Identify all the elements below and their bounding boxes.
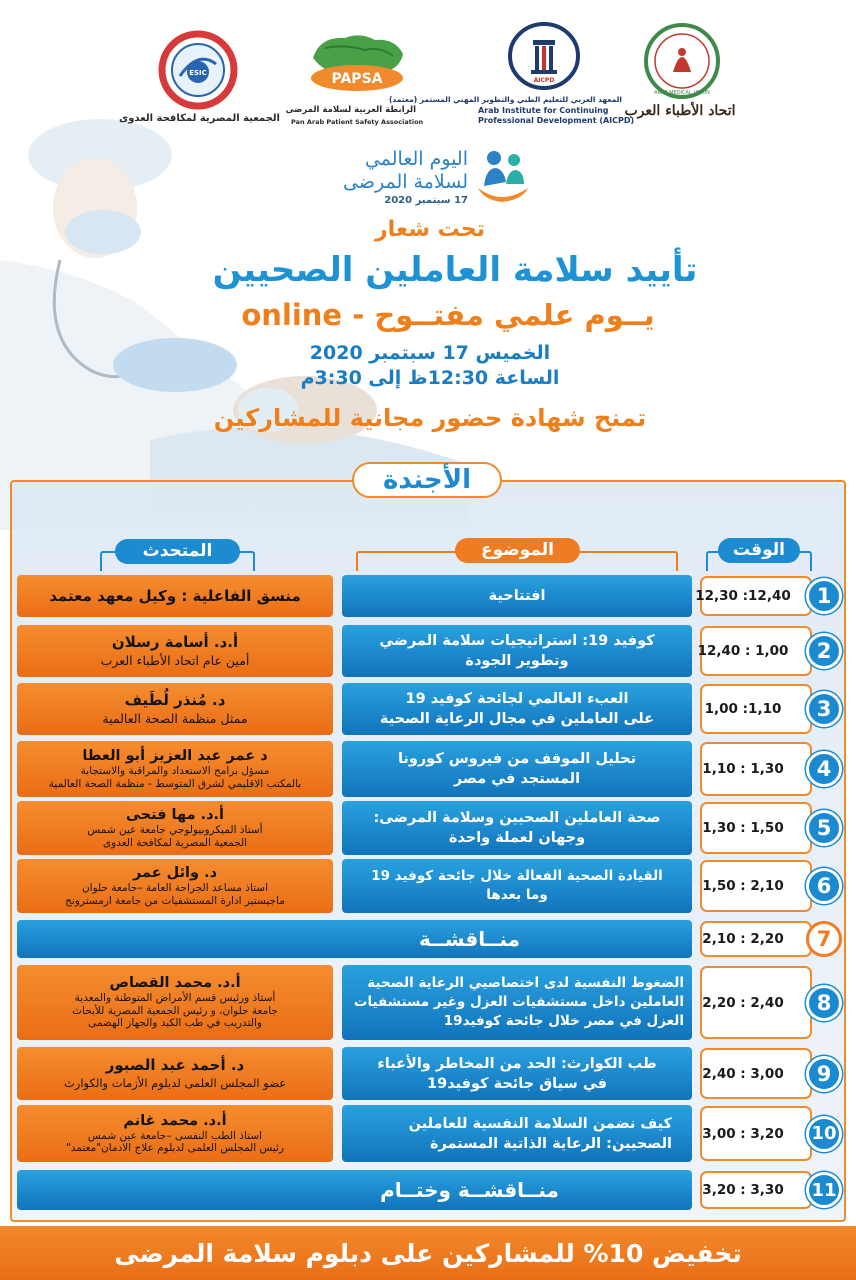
speaker-name: د. وائل عمر: [132, 865, 218, 881]
row-number-badge: [806, 633, 842, 669]
topic-cell: [342, 1047, 692, 1100]
speaker-detail: بالمكتب الاقليمي لشرق المتوسط - منظمة الصحة العالمية: [48, 777, 302, 790]
speaker-name: د. مُنذر لُطَيف: [124, 691, 226, 709]
topic-cell: [342, 801, 692, 855]
agenda-row: [0, 801, 856, 855]
topic-line: العزل في مصر خلال جائحة كوفيد19: [443, 1013, 684, 1029]
speaker-column-header: المتحدث: [115, 539, 240, 564]
time-range: 3,00 : 3,20: [702, 1125, 784, 1142]
discount-text: تخفيض 10% للمشاركين على دبلوم سلامة المرضى: [114, 1238, 742, 1268]
topic-column-header: الموضوع: [455, 538, 580, 563]
time-cell: [700, 966, 812, 1039]
topic-cell: [342, 741, 692, 797]
topic-line: على العاملين في مجال الرعاية الصحية: [379, 711, 655, 727]
esic-caption: الجمعية المصرية لمكافحة العدوى: [119, 113, 280, 124]
topic-line: تحليل الموقف من فيروس كورونا: [397, 751, 637, 767]
speaker-detail: رئيس المجلس العلمى لدبلوم علاج الادمان"معتمد": [65, 1142, 285, 1154]
papsa-caption-arabic: الرابطة العربية لسلامة المرضى: [285, 105, 416, 115]
esic-logo: [158, 30, 238, 110]
time-cell: [700, 1048, 812, 1099]
topic-line: صحة العاملين الصحيين وسلامة المرضى:: [373, 810, 661, 826]
doctor-mask: [65, 210, 141, 254]
amu-caption: اتحاد الأطباء العرب: [624, 103, 736, 119]
row-number-badge: [806, 1116, 842, 1152]
discussion-label: منــاقشــة وختــام: [380, 1178, 559, 1202]
speaker-detail: عضو المجلس العلمى لدبلوم الأزمات والكوارث: [63, 1075, 287, 1090]
event-type: يــوم علمي مفتــوح - online: [241, 298, 655, 332]
speaker-name: أ.د. محمد القصاص: [109, 975, 241, 992]
discussion-label: منــاقشــة: [419, 927, 520, 951]
speaker-cell: [17, 625, 333, 677]
topic-cell: [342, 575, 692, 617]
topic-line: المستجد في مصر: [453, 771, 581, 787]
topic-line: العاملين داخل مستشفيات العزل وغير مستشفيات: [353, 994, 684, 1010]
row-number: 5: [816, 816, 832, 840]
speaker-name: منسق الفاعلية : وكيل معهد معتمد: [49, 586, 301, 605]
agenda-title: الأجندة: [352, 462, 502, 498]
papsa-logo: [305, 28, 410, 104]
topic-cell: [342, 859, 692, 913]
speaker-cell: [17, 741, 333, 797]
speaker-detail: أستاذ الميكروبيولوجي جامعة عين شمس: [87, 824, 263, 836]
time-range: 2,20 : 2,40: [702, 994, 784, 1011]
time-cell: [700, 1171, 812, 1209]
speaker-cell: [17, 965, 333, 1040]
aicpd-caption-arabic: المعهد العربي للتعليم الطبي والتطوير المهني المستمر (معتمد): [389, 95, 622, 104]
agenda-row: [0, 625, 856, 677]
time-cell: [700, 1106, 812, 1161]
patient-safety-day-line2: لسلامة المرضى: [343, 171, 468, 193]
topic-line: وما بعدها: [486, 887, 548, 903]
speaker-detail: استاذ مساعد الجراحة العامة –جامعة حلوان: [81, 882, 269, 894]
discussion-cell: [17, 920, 692, 958]
topic-line: كيف نضمن السلامة النفسية للعاملين: [408, 1115, 672, 1132]
row-number: 7: [816, 927, 832, 951]
time-cell: [695, 576, 812, 616]
discussion-cell: [17, 1170, 692, 1210]
topic-line: طب الكوارث: الحد من المخاطر والأعباء: [377, 1055, 657, 1072]
row-number: 9: [816, 1061, 832, 1086]
topic-line: القيادة الصحية الفعالة خلال جائحة كوفيد 19: [371, 868, 663, 884]
aicpd-logo: [504, 22, 584, 94]
arab-medical-union-logo: [643, 22, 721, 100]
row-number: 2: [816, 639, 832, 663]
event-date: الخميس 17 سبتمبر 2020: [309, 342, 551, 364]
svg-text:AICPD: AICPD: [533, 77, 555, 84]
speaker-detail: ماجيستير ادارة المستشفيات من جامعة ارمسترونج: [65, 894, 285, 907]
agenda-row: [0, 683, 856, 735]
slogan-intro: تحت شعار: [374, 217, 486, 242]
topic-line: افتتاحية: [488, 588, 546, 604]
speaker-name: أ.د. محمد غانم: [123, 1112, 227, 1129]
topic-line: كوفيد 19: استراتيجيات سلامة المرضي: [379, 633, 655, 649]
agenda-row: [0, 575, 856, 617]
patient-safety-day-date: 17 سبتمبر 2020: [384, 195, 468, 206]
time-cell: [700, 742, 812, 796]
speaker-detail: أمين عام اتحاد الأطباء العرب: [100, 653, 250, 668]
svg-text:ARAB MEDICAL UNION: ARAB MEDICAL UNION: [654, 90, 710, 96]
time-cell: [697, 626, 812, 676]
agenda-row: [0, 741, 856, 797]
row-number: 10: [811, 1123, 837, 1144]
time-range: 1,50 : 2,10: [702, 878, 784, 894]
time-range: 2,10 : 2,20: [702, 931, 784, 947]
event-time: الساعة 12:30ظ إلى 3:30م: [300, 367, 560, 389]
time-cell: [700, 860, 812, 912]
time-range: 12,40 : 1,00: [697, 643, 789, 659]
row-number-badge: [806, 868, 842, 904]
papsa-caption-english: Pan Arab Patient Safety Association: [291, 118, 424, 126]
row-number: 6: [816, 874, 832, 898]
row-number: 4: [816, 757, 832, 781]
time-range: 12,30 :12,40: [695, 588, 791, 604]
topic-line: وتطوير الجودة: [465, 653, 569, 669]
agenda-row-discussion: [0, 1170, 856, 1210]
speaker-detail: والتدريب في طب الكبد والجهاز الهضمى: [88, 1017, 262, 1030]
slogan-title: تأييد سلامة العاملين الصحيين: [212, 250, 698, 290]
row-number-badge: [806, 810, 842, 846]
discount-banner: [0, 1226, 856, 1280]
agenda-row: [0, 965, 856, 1040]
row-number-badge: [806, 985, 842, 1021]
row-number: 3: [816, 697, 832, 721]
speaker-cell: [17, 1105, 333, 1162]
patient-safety-day-line1: اليوم العالمي: [364, 148, 468, 170]
patient-safety-people-icon: [474, 148, 532, 206]
row-number-badge: [806, 921, 842, 957]
speaker-detail: استاذ الطب النفسى –جامعة عين شمس: [87, 1129, 263, 1142]
topic-cell: [342, 1105, 692, 1162]
row-number-badge: [806, 751, 842, 787]
time-range: 1,10 : 1,30: [702, 761, 784, 777]
speaker-cell: [17, 801, 333, 855]
time-cell: [700, 802, 812, 854]
row-number-badge: [806, 1056, 842, 1092]
speaker-name: أ.د. مها فتحى: [125, 807, 225, 823]
speaker-detail: جامعة حلوان، و رئيس الجمعية المصرية للأبحاث: [72, 1004, 278, 1017]
svg-text:PAPSA: PAPSA: [331, 71, 383, 87]
speaker-detail: الجمعية المصرية لمكافحة العدوى: [102, 836, 248, 849]
speaker-cell: [17, 683, 333, 735]
certificate-notice: تمنح شهادة حضور مجانية للمشاركين: [213, 404, 647, 432]
speaker-cell: [17, 575, 333, 617]
svg-text:ESIC: ESIC: [189, 69, 207, 77]
row-number-badge: [806, 691, 842, 727]
time-range: 1,30 : 1,50: [702, 820, 784, 836]
agenda-row-discussion: [0, 920, 856, 958]
topic-line: الصحيين: الرعاية الذاتية المستمرة: [429, 1135, 672, 1152]
speaker-detail: مسؤل برامج الاستعداد والمراقبة والاستجابة: [80, 765, 270, 777]
row-number: 11: [811, 1179, 837, 1201]
row-number: 1: [816, 584, 832, 608]
agenda-row: [0, 859, 856, 913]
agenda-row: [0, 1105, 856, 1162]
aicpd-caption-english-2: Professional Development (AICPD): [478, 116, 635, 125]
row-number-badge: [806, 578, 842, 614]
topic-cell: [342, 683, 692, 735]
speaker-detail: ممثل منظمة الصحة العالمية: [102, 711, 248, 726]
time-column-header: الوقت: [718, 538, 800, 563]
row-number-badge: [806, 1172, 842, 1208]
row-number: 8: [816, 990, 832, 1015]
topic-cell: [342, 965, 692, 1040]
speaker-cell: [17, 1047, 333, 1100]
aicpd-caption-english-1: Arab Institute for Continuing: [478, 106, 609, 115]
topic-line: وجهان لعملة واحدة: [448, 830, 586, 846]
topic-line: في سياق جائحة كوفيد19: [427, 1075, 607, 1092]
time-cell: [700, 921, 812, 957]
time-range: 3,20 : 3,30: [702, 1182, 784, 1198]
topic-line: الضغوط النفسية لدى اختصاصيي الرعاية الصحية: [367, 975, 684, 991]
speaker-name: د عمر عبد العزيز أبو العطا: [82, 748, 268, 764]
speaker-detail: أستاذ ورئيس قسم الأمراض المتوطنة والمعدية: [74, 992, 276, 1005]
time-range: 2,40 : 3,00: [702, 1065, 784, 1082]
topic-cell: [342, 625, 692, 677]
speaker-name: د. أحمد عبد الصبور: [105, 1055, 245, 1074]
speaker-cell: [17, 859, 333, 913]
speaker-name: أ.د. أسامة رسلان: [111, 633, 239, 651]
topic-line: العبء العالمي لجائحة كوفيد 19: [405, 691, 629, 707]
agenda-row: [0, 1047, 856, 1100]
time-cell: [700, 684, 812, 734]
time-range: 1,00 :1,10: [704, 701, 782, 717]
